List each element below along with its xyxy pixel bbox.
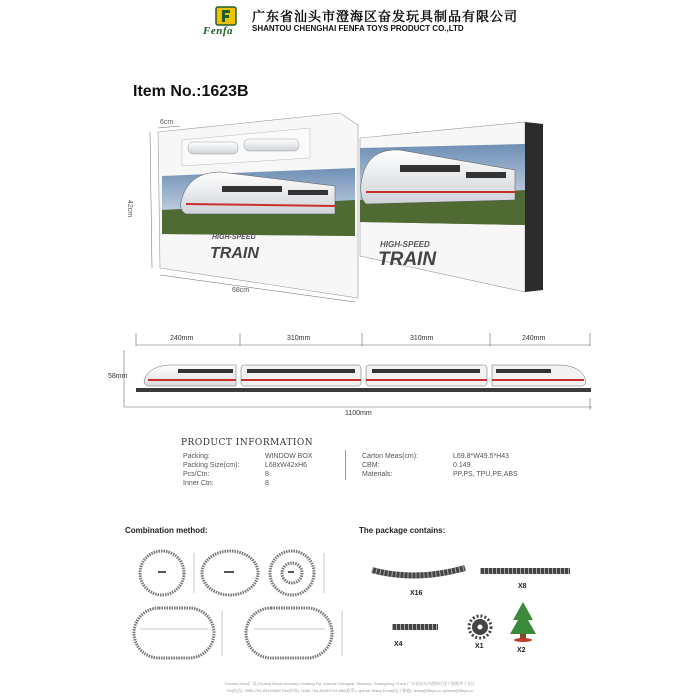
track-base <box>136 388 591 392</box>
box-angled-title-small: HIGH-SPEED <box>380 240 430 249</box>
gear-qty: X1 <box>475 643 484 650</box>
short-track-qty: X4 <box>394 641 403 648</box>
item-number: Item No.:1623B <box>133 83 249 100</box>
value-packing: WINDOW BOX <box>265 453 313 460</box>
gear-icon <box>469 616 491 638</box>
value-packing-size: L68xW42xH6 <box>265 462 308 469</box>
train-car-3 <box>366 365 487 386</box>
train-car-2 <box>241 365 361 386</box>
footer-address: Factory Area(厂址):Duting Heuer Industry Lianfang Rd.,Lianxia Chenghai, Shantou, Guangdong China 广东省汕头市澄海区莲下镇港华工业区 <box>224 681 476 686</box>
segment-width-1: 240mm <box>170 335 194 342</box>
company-name-cn: 广东省汕头市澄海区奋发玩具制品有限公司 <box>252 10 519 25</box>
combination-title: Combination method: <box>125 526 208 535</box>
straight-track-qty: X8 <box>518 583 527 590</box>
segment-width-4: 240mm <box>522 335 546 342</box>
label-carton-meas: Carton Meas(cm): <box>362 453 419 460</box>
value-inner-ctn: 8 <box>265 480 269 487</box>
train-car-4 <box>492 365 586 386</box>
track-layouts <box>120 535 360 665</box>
product-info-divider <box>345 450 346 480</box>
box-height-label: 42cm <box>126 200 133 218</box>
product-info-values-left <box>265 452 312 488</box>
box-illustration <box>0 0 700 320</box>
box-title-small: HIGH-SPEED <box>212 234 256 241</box>
straight-track-icon <box>480 568 570 574</box>
segment-width-2: 310mm <box>287 335 311 342</box>
train-length-label: 1100mm <box>345 410 372 417</box>
box-angled-title-big: TRAIN <box>378 249 437 270</box>
value-carton-meas: L69.8*W49.5*H43 <box>453 453 510 460</box>
box-front <box>158 113 358 298</box>
product-info-labels-right <box>362 452 418 479</box>
box-depth-label: 6cm <box>160 119 174 126</box>
package-title: The package contains: <box>359 526 446 535</box>
segment-width-3: 310mm <box>410 335 434 342</box>
product-info-values-right <box>453 452 518 479</box>
value-cbm: 0.149 <box>453 462 471 469</box>
box-angled <box>360 122 543 292</box>
label-packing-size: Packing Size(cm): <box>183 462 240 469</box>
short-track-icon <box>392 624 438 630</box>
label-inner-ctn: Inner Ctn: <box>183 480 214 487</box>
package-parts <box>360 550 580 660</box>
label-pcs-ctn: Pcs/Ctn: <box>183 471 210 478</box>
box-width-label: 68cm <box>232 287 250 294</box>
tree-icon <box>510 602 536 642</box>
footer <box>0 680 700 694</box>
footer-contact: Tel(电话): 0086-754-85163688 Fax(传真): 0086-754-85162744 Attn(联系): quinne Wang Email(电子邮箱): fenfa@fftoys.cn quinne@fftoys.cn <box>226 688 474 693</box>
layout-oval-medium <box>134 608 214 658</box>
train-height-label: 58mm <box>108 373 128 380</box>
train-car-1 <box>144 365 236 386</box>
tree-qty: X2 <box>517 647 526 654</box>
curved-track-icon <box>372 568 465 576</box>
product-info-labels-left <box>183 452 239 488</box>
label-packing: Packing: <box>183 453 210 460</box>
logo-text: Fenfa <box>203 25 233 37</box>
box-title-big: TRAIN <box>210 245 259 262</box>
product-info-title: PRODUCT INFORMATION <box>181 438 314 448</box>
company-name-en: SHANTOU CHENGHAI FENFA TOYS PRODUCT CO.,LTD <box>252 24 464 33</box>
value-materials: PP,PS, TPU,PE,ABS <box>453 471 518 478</box>
curved-track-qty: X16 <box>410 590 423 597</box>
layout-oval-large <box>246 608 332 658</box>
value-pcs-ctn: 8 <box>265 471 269 478</box>
label-cbm: CBM: <box>362 462 380 469</box>
train-dimension-diagram <box>0 320 700 420</box>
label-materials: Materials: <box>362 471 393 478</box>
